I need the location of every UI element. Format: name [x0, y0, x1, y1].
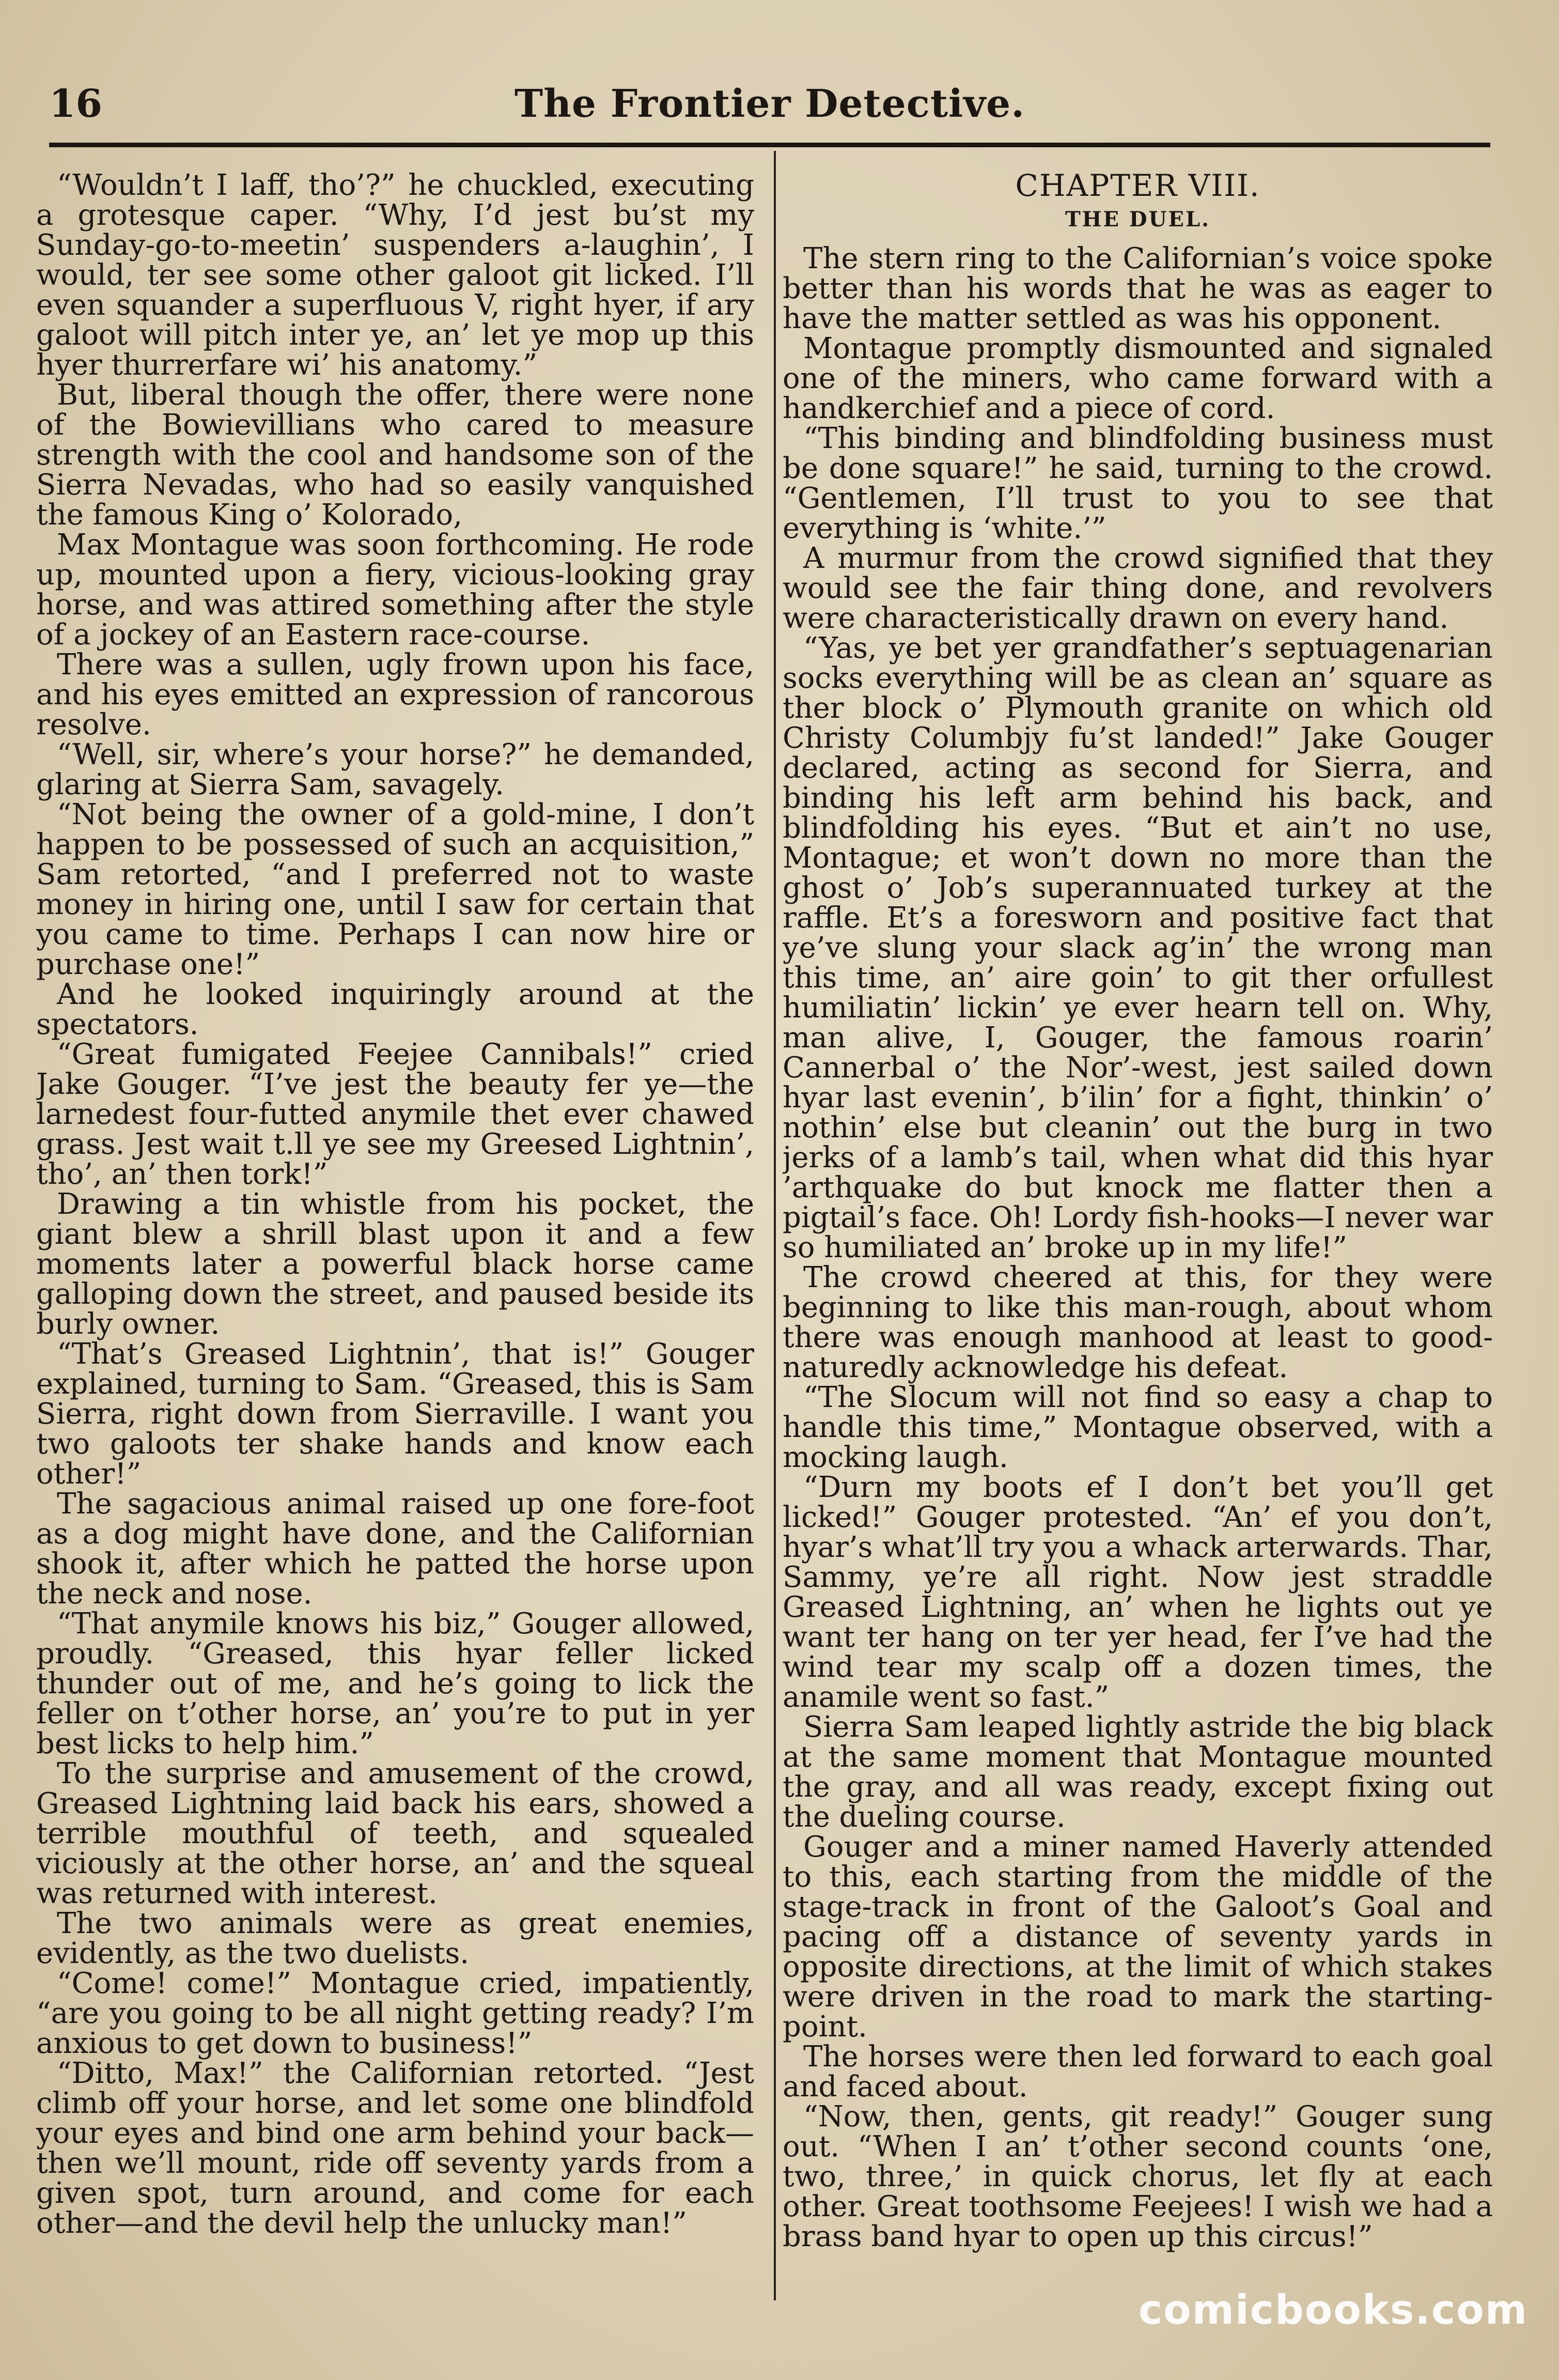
paragraph: “Wouldn’t I laff, tho’?” he chuckled, executing a grotesque caper. “Why, I’d jest bu’st my Sunday-go-to-meetin’ suspenders a-laughin’, I would, ter see some other galoot git licked. I’ll even squander a superfluous V, right hyer, if ary galoot will pitch inter ye, an’ let ye mop up this hyer thurrerfare wi’ his anatomy.”	[36, 171, 754, 382]
paragraph: There was a sullen, ugly frown upon his face, and his eyes emitted an expression of rancorous resolve.	[36, 648, 754, 741]
paragraph: To the surprise and amusement of the crowd, Greased Lightning laid back his ears, showed a terrible mouthful of teeth, and squealed viciously at the other horse, an’ and the squeal was returned with interest.	[36, 1757, 754, 1910]
paragraph: “That’s Greased Lightnin’, that is!” Gouger explained, turning to Sam. “Greased, this is Sam Sierra, right down from Sierraville. I want you two galoots ter shake hands and know each other!”	[36, 1337, 754, 1491]
page-header	[49, 78, 1490, 134]
paragraph: “Not being the owner of a gold-mine, I don’t happen to be possessed of such an acquisition,” Sam retorted, “and I preferred not to waste money in hiring one, until I saw for certain that you came to time. Perhaps I can now hire or purchase one!”	[36, 798, 754, 981]
paragraph: Gouger and a miner named Haverly attended to this, each starting from the middle of the stage-track in front of the Galoot’s Goal and pacing off a distance of seventy yards in opposite directions, at the limit of which stakes were driven in the road to mark the starting-point.	[783, 1830, 1493, 2044]
paragraph: “Ditto, Max!” the Californian retorted. “Jest climb off your horse, and let some one blindfold your eyes and bind one arm behind your back—then we’ll mount, ride off seventy yards from a given spot, turn around, and come for each other—and the devil help the unlucky man!”	[36, 2057, 754, 2240]
running-title: The Frontier Detective.	[515, 82, 1025, 126]
paragraph: A murmur from the crowd signified that they would see the fair thing done, and revolvers were characteristically drawn on every hand.	[783, 542, 1493, 635]
paragraph: “Come! come!” Montague cried, impatiently, “are you going to be all night getting ready? I’m anxious to get down to business!”	[36, 1967, 754, 2060]
paragraph: And he looked inquiringly around at the spectators.	[36, 978, 754, 1041]
paragraph: “That anymile knows his biz,” Gouger allowed, proudly. “Greased, this hyar feller licked thunder out of me, and he’s going to lick the feller on t’other horse, an’ you’re to put in yer best licks to help him.”	[36, 1607, 754, 1760]
paragraph: The stern ring to the Californian’s voice spoke better than his words that he was as eager to have the matter settled as was his opponent.	[783, 242, 1493, 335]
paragraph: “Yas, ye bet yer grandfather’s septuagenarian socks everything will be as clean an’ square as ther block o’ Plymouth granite on which old Christy Columbjy fu’st landed!” Jake Gouger declared, acting as second for Sierra, and binding his left arm behind his back, and blindfolding his eyes. “But et ain’t no use, Montague; et won’t down no more than the ghost o’ Job’s superannuated turkey at the raffle. Et’s a foresworn and positive fact that ye’ve slung your slack ag’in’ the wrong man this time, an’ aire goin’ to git ther orfullest humiliatin’ lickin’ ye ever hearn tell on. Why, man alive, I, Gouger, the famous roarin’ Cannerbal o’ the Nor’-west, jest sailed down hyar last evenin’, b’ilin’ for a fight, thinkin’ o’ nothin’ else but cleanin’ out the burg in two jerks of a lamb’s tail, when what did this hyar ’arthquake do but knock me flatter then a pigtail’s face. Oh! Lordy fish-hooks—I never war so humiliated an’ broke up in my life!”	[783, 631, 1493, 1264]
column-divider	[774, 151, 776, 2300]
paragraph: The crowd cheered at this, for they were beginning to like this man-rough, about whom there was enough manhood at least to good-naturedly acknowledge his defeat.	[783, 1261, 1493, 1384]
right-column	[783, 171, 1493, 2315]
header-rule	[49, 143, 1490, 147]
paragraph: “The Slocum will not find so easy a chap to handle this time,” Montague observed, with a mocking laugh.	[783, 1381, 1493, 1474]
paragraph: Montague promptly dismounted and signaled one of the miners, who came forward with a handkerchief and a piece of cord.	[783, 332, 1493, 425]
chapter-subtitle: THE DUEL.	[1065, 207, 1211, 231]
paragraph: The sagacious animal raised up one fore-foot as a dog might have done, and the Californian shook it, after which he patted the horse upon the neck and nose.	[36, 1487, 754, 1611]
paragraph: The two animals were as great enemies, evidently, as the two duelists.	[36, 1907, 754, 1970]
watermark: comicbooks.com	[1138, 2287, 1528, 2333]
chapter-title: CHAPTER VIII.	[1015, 171, 1260, 203]
paragraph: “Well, sir, where’s your horse?” he demanded, glaring at Sierra Sam, savagely.	[36, 738, 754, 801]
paragraph: “This binding and blindfolding business must be done square!” he said, turning to the crowd. “Gentlemen, I’ll trust to you to see that everything is ‘white.’”	[783, 422, 1493, 545]
paragraph: Max Montague was soon forthcoming. He rode up, mounted upon a fiery, vicious-looking gray horse, and was attired something after the style of a jockey of an Eastern race-course.	[36, 528, 754, 652]
paragraph: “Great fumigated Feejee Cannibals!” cried Jake Gouger. “I’ve jest the beauty fer ye—the larnedest four-futted anymile thet ever chawed grass. Jest wait t.ll ye see my Greesed Lightnin’, tho’, an’ then tork!”	[36, 1038, 754, 1191]
paragraph: Sierra Sam leaped lightly astride the big black at the same moment that Montague mounted the gray, and all was ready, except fixing out the dueling course.	[783, 1710, 1493, 1834]
page-number: 16	[49, 82, 102, 126]
left-column	[36, 171, 754, 2315]
paragraph: But, liberal though the offer, there were none of the Bowievillians who cared to measure strength with the cool and handsome son of the Sierra Nevadas, who had so easily vanquished the famous King o’ Kolorado,	[36, 378, 754, 532]
paragraph: “Durn my boots ef I don’t bet you’ll get licked!” Gouger protested. “An’ ef you don’t, hyar’s what’ll try you a whack arterwards. Thar, Sammy, ye’re all right. Now jest straddle Greased Lightning, an’ when he lights out ye want ter hang on ter yer head, fer I’ve had the wind tear my scalp off a dozen times, the anamile went so fast.”	[783, 1471, 1493, 1714]
paragraph: The horses were then led forward to each goal and faced about.	[783, 2040, 1493, 2104]
paragraph: Drawing a tin whistle from his pocket, the giant blew a shrill blast upon it and a few moments later a powerful black horse came galloping down the street, and paused beside its burly owner.	[36, 1187, 754, 1341]
paragraph: “Now, then, gents, git ready!” Gouger sung out. “When I an’ t’other second counts ‘one, two, three,’ in quick chorus, let fly at each other. Great toothsome Feejees! I wish we had a brass band hyar to open up this circus!”	[783, 2100, 1493, 2253]
